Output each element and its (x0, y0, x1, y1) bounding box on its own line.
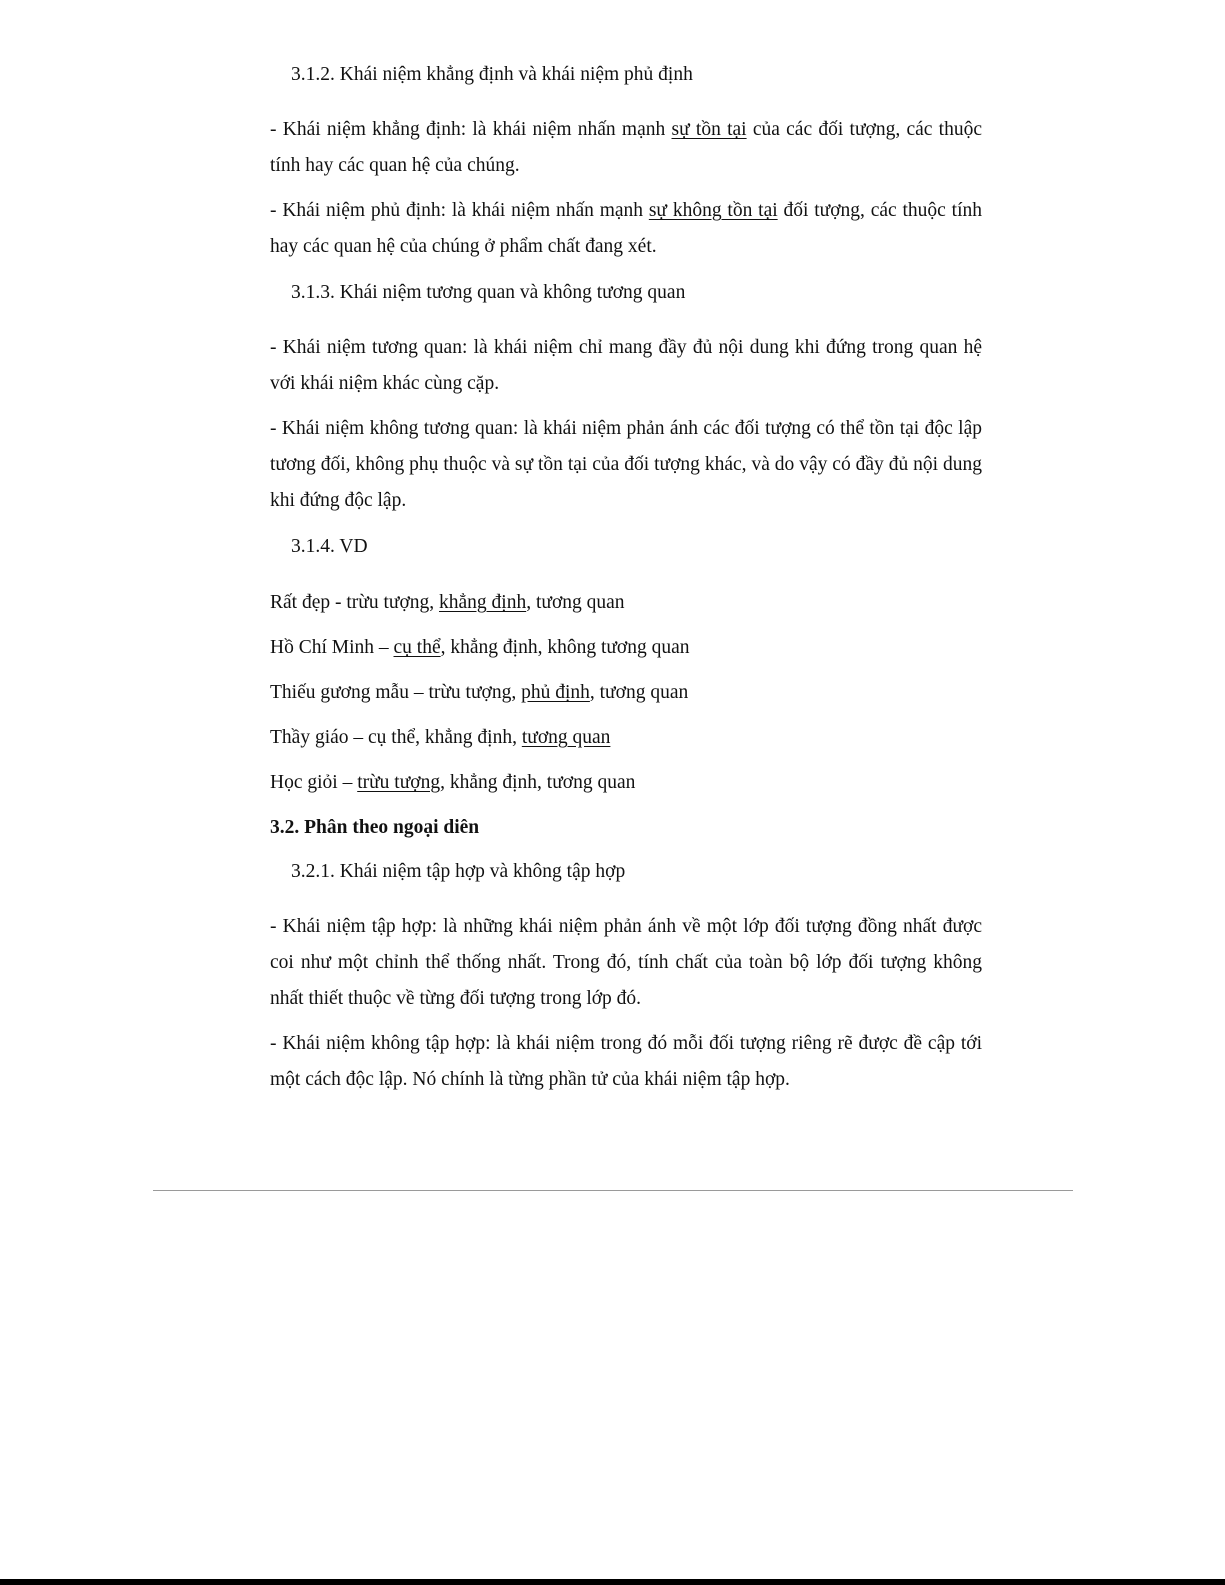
section-3-1-3-heading: 3.1.3. Khái niệm tương quan và không tương quan (291, 282, 686, 303)
example-line (270, 629, 982, 667)
text-run: đối tượng, các thuộc tính hay các quan hệ của chúng ở phẩm chất đang xét. (270, 200, 982, 257)
text-run: của các đối tượng, các thuộc tính hay các quan hệ của chúng. (270, 119, 983, 176)
example-line (270, 584, 982, 622)
footer-divider (153, 1190, 1073, 1191)
example-line (270, 764, 982, 802)
text-run: , khẳng định, không tương quan (440, 637, 690, 658)
section-3-2-heading: 3.2. Phân theo ngoại diên (270, 817, 480, 838)
underlined-term: khẳng định (439, 592, 527, 613)
text-run: Thầy giáo – cụ thể, khẳng định, (270, 727, 522, 748)
paragraph-correlative-concept: - Khái niệm tương quan: là khái niệm chỉ mang đầy đủ nội dung khi đứng trong quan hệ với khái niệm khác cùng cặp. (270, 337, 982, 394)
underlined-term: tương quan (521, 727, 611, 748)
section-3-1-4-heading: 3.1.4. VD (291, 536, 368, 557)
text-run: Thiếu gương mẫu – trừu tượng, (270, 682, 522, 703)
text-run: Hồ Chí Minh – (270, 637, 394, 658)
paragraph-non-collective-concept: - Khái niệm không tập hợp: là khái niệm trong đó mỗi đối tượng riêng rẽ được đề cập tới một cách độc lập. Nó chính là từng phần tử của khái niệm tập hợp. (270, 1033, 982, 1090)
paragraph-non-correlative-concept: - Khái niệm không tương quan: là khái niệm phản ánh các đối tượng có thể tồn tại độc lập tương đối, không phụ thuộc và sự tồn tại của đối tượng khác, và do vậy có đầy đủ nội dung khi đứng độc lập. (270, 418, 982, 511)
paragraph-negative-concept (270, 193, 982, 265)
section-3-1-2-heading: 3.1.2. Khái niệm khẳng định và khái niệm phủ định (291, 64, 693, 85)
text-run: , tương quan (589, 682, 689, 703)
underlined-term: sự tồn tại (671, 119, 747, 140)
page-bottom-edge (0, 1579, 1225, 1585)
underlined-term: phủ định (521, 682, 590, 703)
text-run: - Khái niệm khẳng định: là khái niệm nhấn mạnh (270, 119, 672, 140)
text-run: Rất đẹp - trừu tượng, (270, 592, 440, 613)
text-run: , khẳng định, tương quan (440, 772, 636, 793)
text-run: Học giỏi – (270, 772, 358, 793)
example-line (270, 719, 982, 757)
example-line (270, 674, 982, 712)
underlined-term: trừu tượng (357, 772, 441, 793)
underlined-term: sự không tồn tại (648, 200, 778, 221)
section-3-2-1-heading: 3.2.1. Khái niệm tập hợp và không tập hợp (291, 861, 626, 882)
text-run: , tương quan (526, 592, 625, 613)
paragraph-collective-concept: - Khái niệm tập hợp: là những khái niệm phản ánh về một lớp đối tượng đồng nhất được coi như một chỉnh thể thống nhất. Trong đó, tính chất của toàn bộ lớp đối tượng không nhất thiết thuộc về từng đối tượng trong lớp đó. (270, 916, 982, 1009)
page-content (270, 56, 982, 1107)
underlined-term: cụ thể (393, 637, 441, 658)
paragraph-affirmative-concept (270, 112, 982, 184)
text-run: - Khái niệm phủ định: là khái niệm nhấn mạnh (270, 200, 649, 221)
